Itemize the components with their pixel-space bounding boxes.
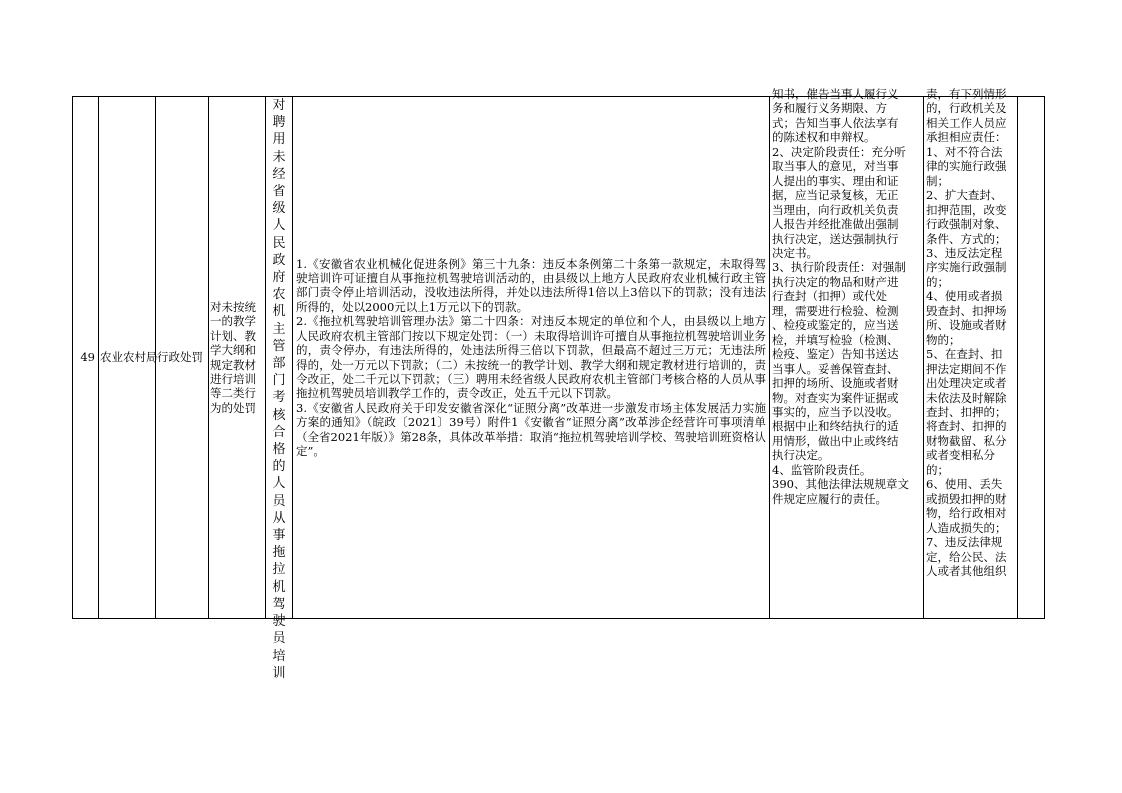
- liability-line: 责，有下列情形: [926, 87, 1007, 101]
- duty-line: 行查封（扣押）或代处: [772, 289, 887, 304]
- table-row: [73, 97, 1045, 619]
- duty-line: 的陈述权和申辩权。: [772, 130, 876, 145]
- sub-item-text: 对聘用未经省级人民政府农机主管部门考核合格的人员从事拖拉机驾驶员培训: [272, 98, 286, 681]
- duty-line: 扣押的场所、设施或者财: [772, 376, 899, 391]
- row-number: 49: [73, 97, 99, 619]
- liability-line: 序实施行政强制: [926, 260, 1007, 275]
- duty-line: 当事人。妥善保管查封、: [772, 361, 899, 376]
- duty-line: 执行决定，送达强制执行: [772, 231, 899, 246]
- liability-line: 7、违反法律规: [926, 535, 1003, 550]
- liability-line: 将查封、扣押的: [926, 419, 1007, 434]
- legal-basis-1: 1.《安徽省农业机械化促进条例》第三十九条：违反本条例第二十条第一款规定，未取得驾驶培训许可证擅自从事拖拉机驾驶培训活动的，由县级以上地方人民政府农业机械行政主管部门责令停止培训活动，没收违法所得，并处以违法所得1倍以上3倍以下的罚款；没有违法所得的，处以2000元以上1万元以下的罚款。: [296, 256, 766, 314]
- liability-line: 行政强制对象、: [926, 217, 1007, 232]
- duty-line: 人报告并经批准做出强制: [772, 217, 899, 232]
- liability-line: 押法定期间不作: [926, 361, 1007, 376]
- duty-line: 理，需要进行检验、检测: [772, 303, 899, 318]
- legal-basis-cell: [293, 97, 770, 619]
- duty-line: 据，应当记录复核，无正: [772, 188, 899, 203]
- liability-line: 4、使用或者损: [926, 289, 1003, 304]
- duty-line: 4、监管阶段责任。: [772, 462, 872, 477]
- item-name-cell: 对未按统一的教学计划、教学大纲和规定教材进行培训等二类行为的处罚: [209, 97, 266, 619]
- liability-line: 相关工作人员应: [926, 115, 1007, 130]
- liability-line: 财物截留、私分: [926, 433, 1007, 448]
- liability-line: 律的实施行政强: [926, 159, 1007, 174]
- liability-line: 的；: [926, 274, 949, 289]
- liability-line: 条件、方式的；: [926, 231, 1007, 246]
- liability-line: 的；: [926, 462, 949, 477]
- liability-line: 定，给公民、法: [926, 549, 1007, 564]
- duty-line: 执行决定。: [772, 448, 830, 463]
- liability-line: 1、对不符合法: [926, 144, 1003, 159]
- duty-line: 用情形，做出中止或终结: [772, 433, 899, 448]
- liability-line: 扣押范围，改变: [926, 202, 1007, 217]
- liability-line: 所、设施或者财: [926, 318, 1007, 333]
- duty-line: 事实的，应当予以没收。: [772, 404, 899, 419]
- liability-line: 人或者其他组织: [926, 563, 1007, 578]
- duty-line: 当理由，向行政机关负责: [772, 202, 899, 217]
- liability-line: 的，行政机关及: [926, 101, 1007, 116]
- duty-line: 取当事人的意见，对当事: [772, 159, 899, 174]
- liability-line: 物，给行政相对: [926, 506, 1007, 521]
- remarks-cell: [1018, 97, 1045, 619]
- legal-basis-2: 2.《拖拉机驾驶培训管理办法》第二十四条：对违反本规定的单位和个人，由县级以上地方人民政府农机主管部门按以下规定处罚：（一）未取得培训许可擅自从事拖拉机驾驶培训业务的，责令停办，有违法所得的，处违法所得三倍以下罚款，但最高不超过三万元；无违法所得的，处一万元以下罚款；（二）未按统一的教学计划、教学大纲和规定教材进行培训的，责令改正，处二千元以下罚款；（三）聘用未经省级人民政府农机主管部门考核合格的人员从事拖拉机驾驶员培训教学工作的，责令改正，处五千元以下罚款。: [296, 314, 766, 401]
- liability-line: 6、使用、丢失: [926, 477, 1003, 492]
- liability-line: 或损毁扣押的财: [926, 491, 1007, 506]
- duty-text: [772, 87, 921, 506]
- liability-cell: [924, 87, 1018, 619]
- duty-line: 人提出的事实、理由和证: [772, 173, 899, 188]
- liability-line: 人造成损失的；: [926, 520, 1007, 535]
- liability-line: 物的；: [926, 332, 961, 347]
- liability-text: [926, 87, 1016, 578]
- legal-basis-3: 3.《安徽省人民政府关于印发安徽省深化“证照分离”改革进一步激发市场主体发展活力实施方案的通知》（皖政〔2021〕39号）附件1《安徽省“证照分离”改革涉企经营许可事项清单（全省2021年版）》第28条，具体改革举措：取消“拖拉机驾驶培训学校、驾驶培训班资格认定”。: [296, 400, 766, 458]
- liability-line: 未依法及时解除: [926, 390, 1007, 405]
- duty-line: 检疫、鉴定）告知书送达: [772, 347, 899, 362]
- liability-line: 毁查封、扣押场: [926, 303, 1007, 318]
- duty-line: 物。对查实为案件证据或: [772, 390, 899, 405]
- authority-list-table: [72, 87, 1045, 681]
- duty-line: 务和履行义务期限、方: [772, 101, 887, 116]
- liability-line: 查封、扣押的；: [926, 404, 1007, 419]
- liability-line: 出处理决定或者: [926, 376, 1007, 391]
- duty-line: 式；告知当事人依法享有: [772, 115, 899, 130]
- liability-line: 5、在查封、扣: [926, 347, 1003, 362]
- duty-line: 知书，催告当事人履行义: [772, 87, 899, 101]
- liability-line: 承担相应责任：: [926, 130, 1007, 145]
- duty-cell: [770, 87, 924, 619]
- duty-line: 、检疫或鉴定的，应当送: [772, 318, 899, 333]
- liability-line: 或者变相私分: [926, 448, 995, 463]
- department-cell: 农业农村局: [99, 97, 156, 619]
- duty-line: 检，并填写检验（检测、: [772, 332, 899, 347]
- duty-line: 2、决定阶段责任：充分听: [772, 144, 906, 159]
- duty-line: 390、其他法律法规规章文: [772, 477, 909, 492]
- duty-line: 执行决定的物品和财产进: [772, 274, 899, 289]
- liability-line: 制；: [926, 173, 949, 188]
- duty-line: 根据中止和终结执行的适: [772, 419, 899, 434]
- duty-line: 决定书。: [772, 245, 818, 260]
- duty-line: 3、执行阶段责任：对强制: [772, 260, 906, 275]
- duty-line: 件规定应履行的责任。: [772, 491, 887, 506]
- category-cell: 行政处罚: [156, 97, 209, 619]
- liability-line: 3、违反法定程: [926, 245, 1003, 260]
- liability-line: 2、扩大查封、: [926, 188, 1003, 203]
- sub-item-cell: [266, 97, 293, 681]
